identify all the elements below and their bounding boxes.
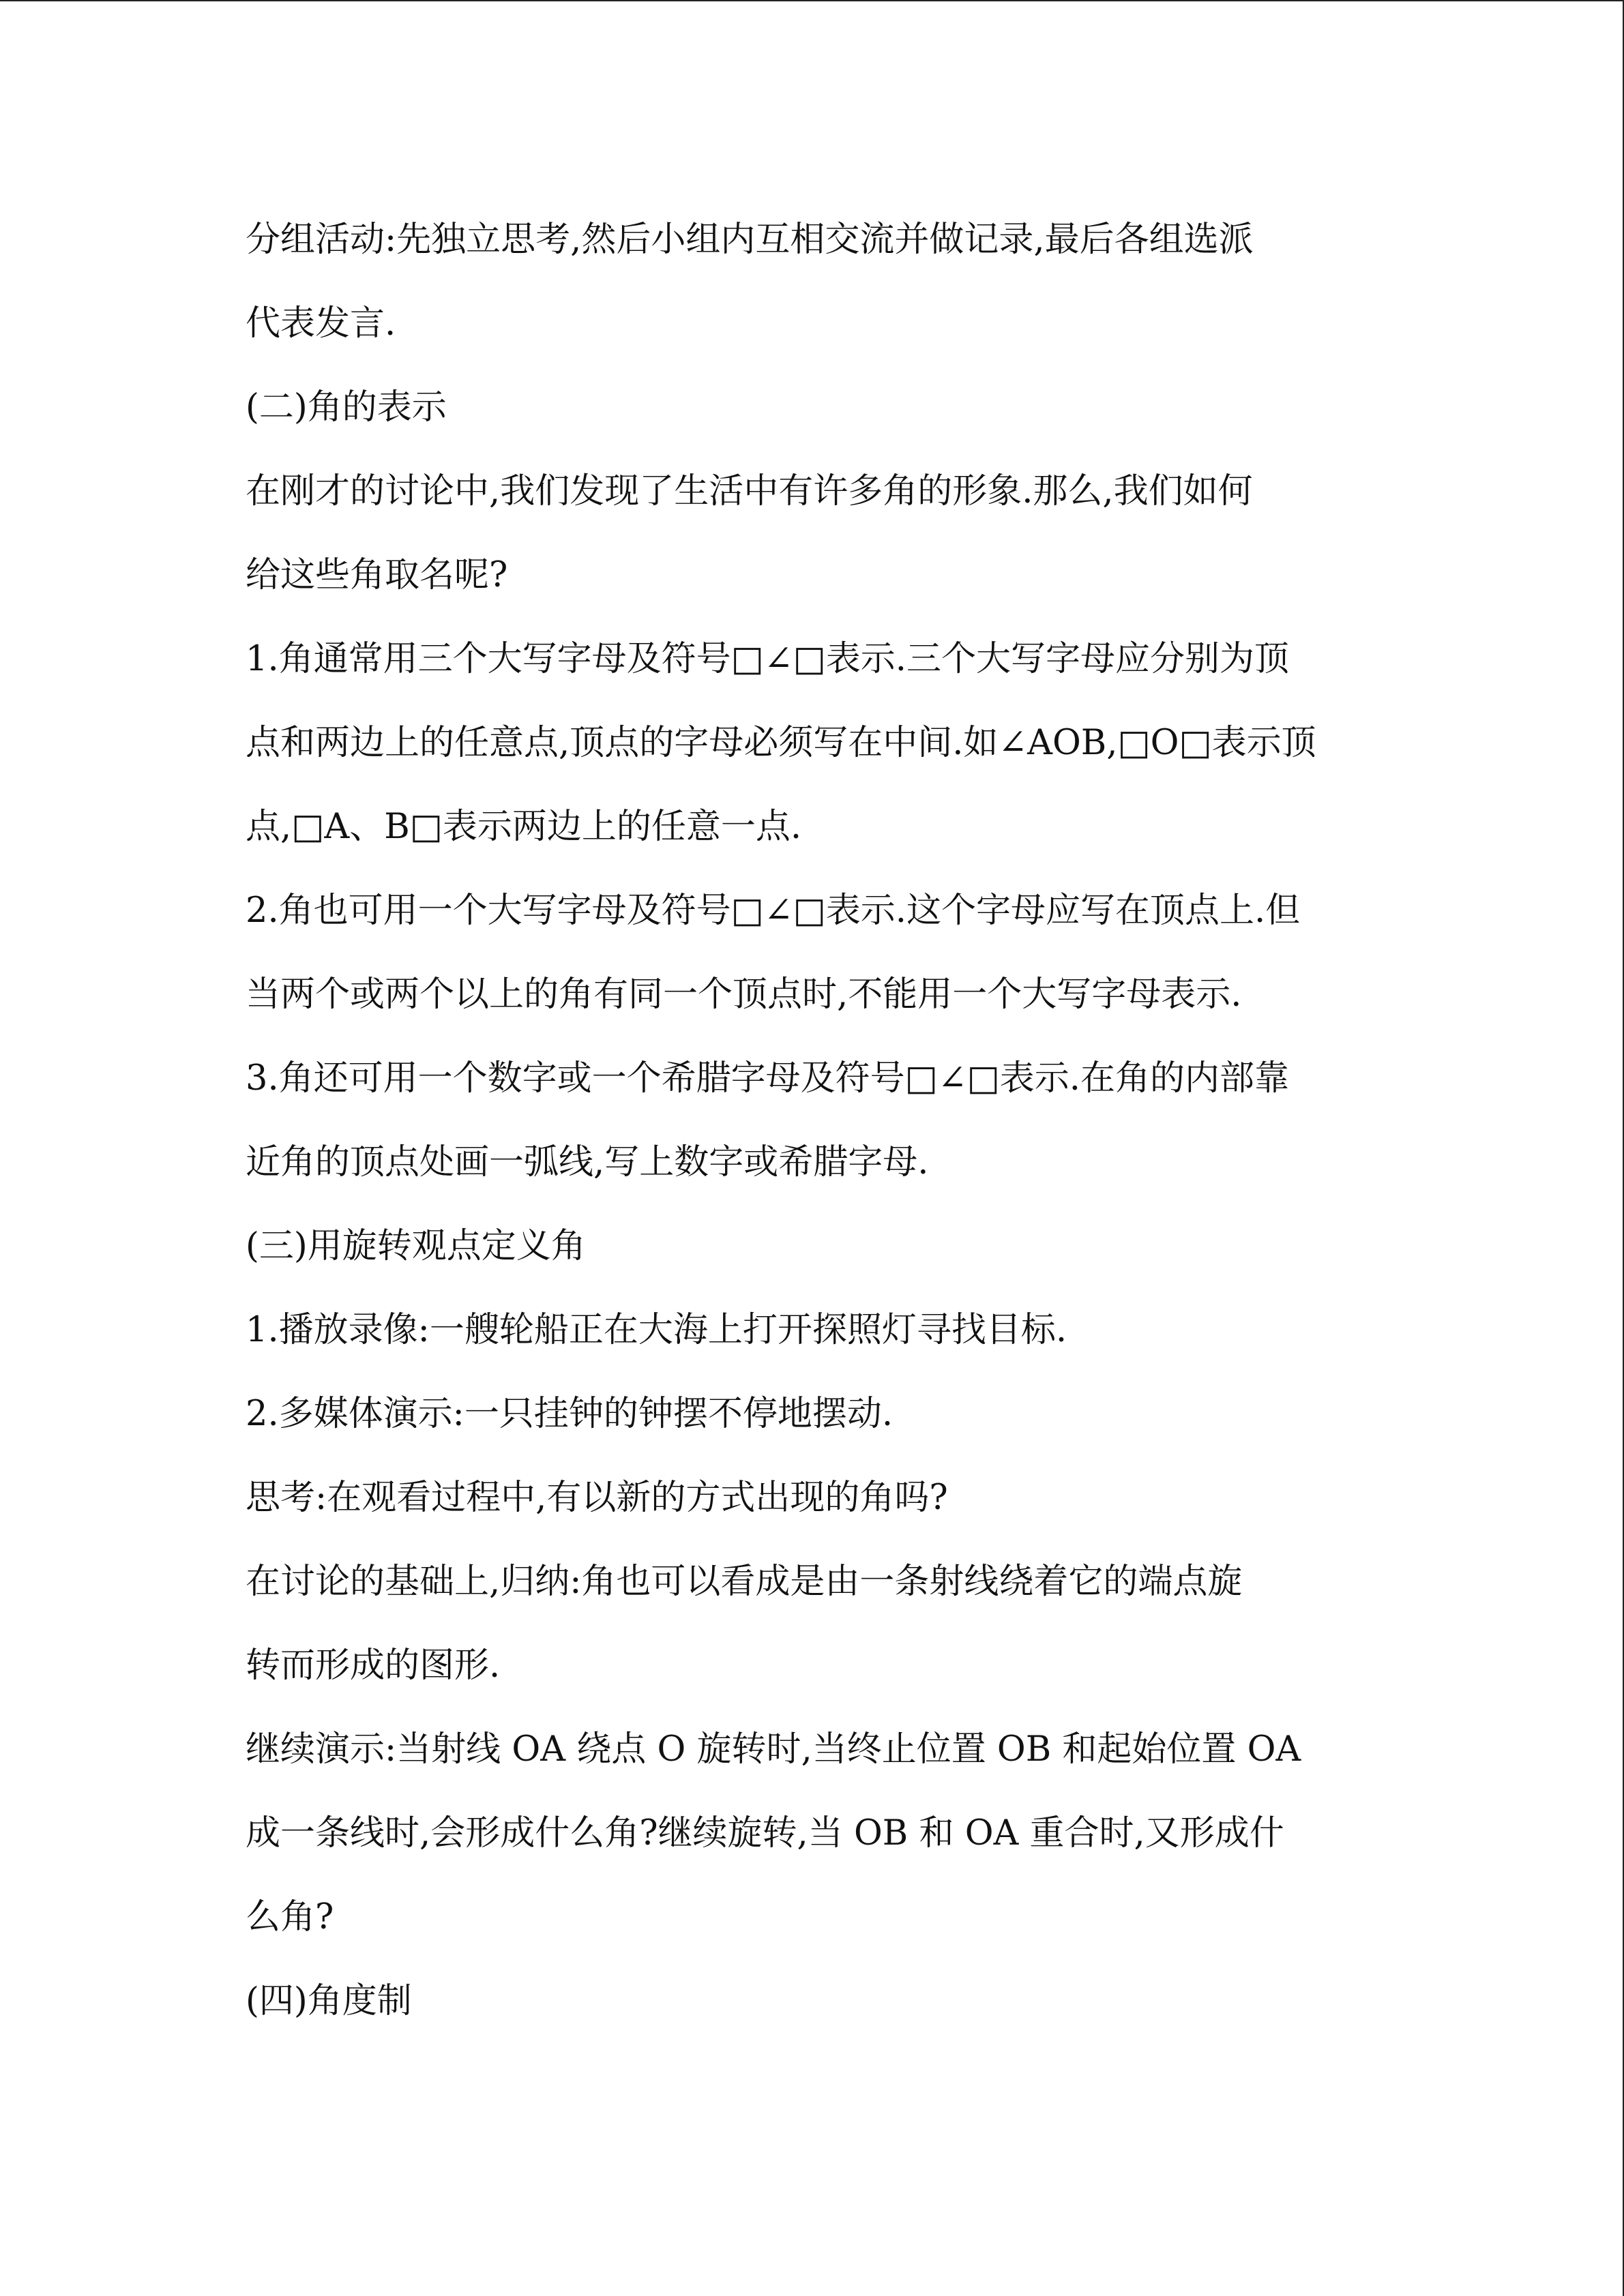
- text-line: 1.播放录像:一艘轮船正在大海上打开探照灯寻找目标.: [246, 1310, 1067, 1350]
- section-heading: (四)角度制: [246, 1981, 412, 2021]
- text-line: 点,□A、B□表示两边上的任意一点.: [246, 807, 802, 847]
- text-line: 1.角通常用三个大写字母及符号□∠□表示.三个大写字母应分别为顶: [246, 639, 1289, 679]
- text-line: 继续演示:当射线 OA 绕点 O 旋转时,当终止位置 OB 和起始位置 OA: [246, 1729, 1301, 1770]
- text-line: 近角的顶点处画一弧线,写上数字或希腊字母.: [246, 1142, 929, 1182]
- text-line: 2.多媒体演示:一只挂钟的钟摆不停地摆动.: [246, 1394, 894, 1434]
- text-line: 点和两边上的任意点,顶点的字母必须写在中间.如∠AOB,□O□表示顶: [246, 723, 1316, 763]
- text-line: 转而形成的图形.: [246, 1645, 501, 1686]
- text-line: 3.角还可用一个数字或一个希腊字母及符号□∠□表示.在角的内部靠: [246, 1058, 1289, 1099]
- text-line: 么角?: [246, 1897, 334, 1937]
- text-line: 当两个或两个以上的角有同一个顶点时,不能用一个大写字母表示.: [246, 974, 1242, 1015]
- section-heading: (二)角的表示: [246, 387, 447, 428]
- text-line: 成一条线时,会形成什么角?继续旋转,当 OB 和 OA 重合时,又形成什: [246, 1813, 1284, 1853]
- text-line: 2.角也可用一个大写字母及符号□∠□表示.这个字母应写在顶点上.但: [246, 891, 1301, 931]
- text-line: 在讨论的基础上,归纳:角也可以看成是由一条射线绕着它的端点旋: [246, 1562, 1243, 1602]
- document-body: [246, 213, 1378, 2058]
- text-line: 代表发言.: [246, 303, 396, 344]
- section-heading: (三)用旋转观点定义角: [246, 1226, 586, 1266]
- text-line: 在刚才的讨论中,我们发现了生活中有许多角的形象.那么,我们如何: [246, 471, 1253, 511]
- text-line: 给这些角取名呢?: [246, 555, 508, 595]
- text-line: 分组活动:先独立思考,然后小组内互相交流并做记录,最后各组选派: [246, 220, 1254, 260]
- text-line: 思考:在观看过程中,有以新的方式出现的角吗?: [246, 1478, 948, 1518]
